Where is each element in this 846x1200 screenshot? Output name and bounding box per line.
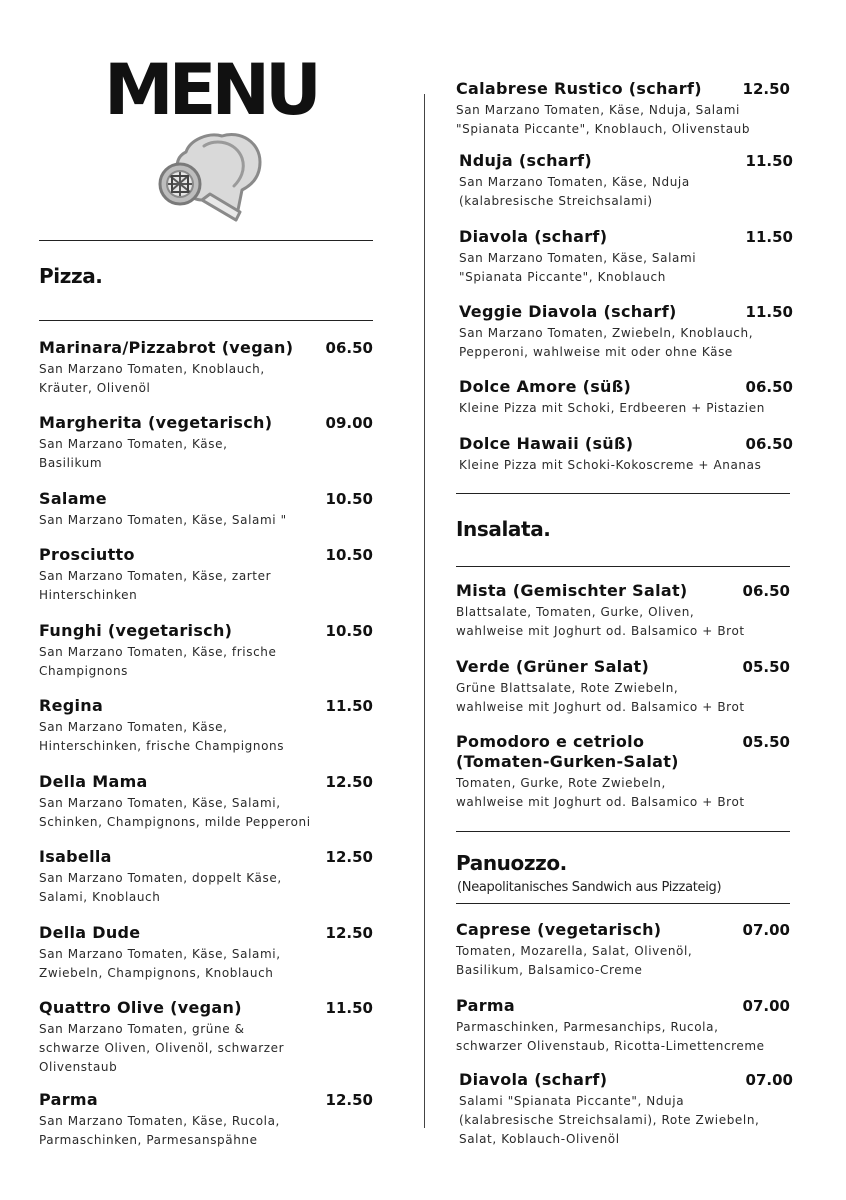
menu-item — [459, 302, 793, 362]
divider — [456, 493, 790, 494]
menu-item — [459, 434, 793, 475]
menu-item — [459, 227, 793, 287]
divider — [39, 320, 373, 321]
item-description: Salami "Spianata Piccante", Nduja (kalabresische Streichsalami), Rote Zwiebeln, Salat, Koblauch-Olivenöl — [459, 1094, 760, 1146]
menu-item — [459, 151, 793, 211]
section-title-insalata: Insalata. — [456, 517, 551, 541]
item-description: San Marzano Tomaten, Käse, Salami " — [39, 513, 287, 527]
item-description: San Marzano Tomaten, grüne & schwarze Oliven, Olivenöl, schwarzer Olivenstaub — [39, 1022, 285, 1074]
menu-item — [456, 657, 790, 717]
item-price: 07.00 — [742, 997, 790, 1015]
item-price: 11.50 — [325, 697, 373, 715]
menu-item — [39, 998, 373, 1077]
item-name: Prosciutto — [39, 545, 135, 564]
item-price: 06.50 — [745, 435, 793, 453]
item-name: Nduja (scharf) — [459, 151, 592, 170]
item-description: San Marzano Tomaten, Käse, frische Champignons — [39, 645, 277, 678]
section-title-pizza: Pizza. — [39, 264, 103, 288]
item-description: Kleine Pizza mit Schoki, Erdbeeren + Pistazien — [459, 401, 765, 415]
item-name: Parma — [39, 1090, 98, 1109]
item-name: Diavola (scharf) — [459, 1070, 608, 1089]
menu-item — [39, 847, 373, 907]
item-price: 11.50 — [325, 999, 373, 1017]
item-price: 06.50 — [325, 339, 373, 357]
item-name: Dolce Hawaii (süß) — [459, 434, 634, 453]
item-description: Blattsalate, Tomaten, Gurke, Oliven, wahlweise mit Joghurt od. Balsamico + Brot — [456, 605, 745, 638]
item-description: San Marzano Tomaten, Käse, Salami "Spianata Piccante", Knoblauch — [459, 251, 697, 284]
item-price: 12.50 — [325, 848, 373, 866]
item-name: Parma — [456, 996, 515, 1015]
item-name: Calabrese Rustico (scharf) — [456, 79, 702, 98]
item-description: San Marzano Tomaten, Käse, Salami, Schinken, Champignons, milde Pepperoni — [39, 796, 311, 829]
item-description: San Marzano Tomaten, Käse, Nduja (kalabresische Streichsalami) — [459, 175, 690, 208]
item-price: 11.50 — [745, 152, 793, 170]
item-price: 06.50 — [745, 378, 793, 396]
item-description: Parmaschinken, Parmesanchips, Rucola, schwarzer Olivenstaub, Ricotta-Limettencreme — [456, 1020, 765, 1053]
menu-item — [39, 545, 373, 605]
column-divider — [424, 94, 425, 1128]
item-price: 07.00 — [742, 921, 790, 939]
menu-item — [39, 1090, 373, 1150]
item-name: Quattro Olive (vegan) — [39, 998, 242, 1017]
menu-item — [39, 621, 373, 681]
item-price: 10.50 — [325, 546, 373, 564]
item-name: Isabella — [39, 847, 112, 866]
item-name: Pomodoro e cetriolo (Tomaten-Gurken-Salat) — [456, 732, 679, 771]
item-price: 11.50 — [745, 303, 793, 321]
item-name: Della Mama — [39, 772, 148, 791]
divider — [456, 903, 790, 904]
item-description: Grüne Blattsalate, Rote Zwiebeln, wahlweise mit Joghurt od. Balsamico + Brot — [456, 681, 745, 714]
item-name: Margherita (vegetarisch) — [39, 413, 273, 432]
divider — [456, 566, 790, 567]
menu-item — [459, 1070, 793, 1149]
item-description: San Marzano Tomaten, Käse, Salami, Zwiebeln, Champignons, Knoblauch — [39, 947, 281, 980]
menu-item — [39, 772, 373, 832]
item-price: 10.50 — [325, 622, 373, 640]
item-price: 05.50 — [742, 733, 790, 751]
menu-item — [39, 338, 373, 398]
menu-item — [39, 413, 373, 473]
item-price: 12.50 — [742, 80, 790, 98]
item-name: Regina — [39, 696, 104, 715]
menu-item — [456, 996, 790, 1056]
item-name: Dolce Amore (süß) — [459, 377, 632, 396]
item-description: San Marzano Tomaten, Käse, Nduja, Salami "Spianata Piccante", Knoblauch, Olivenstaub — [456, 103, 751, 136]
divider — [456, 831, 790, 832]
section-subtitle-panuozzo: (Neapolitanisches Sandwich aus Pizzateig) — [457, 880, 722, 895]
item-description: Tomaten, Gurke, Rote Zwiebeln, wahlweise mit Joghurt od. Balsamico + Brot — [456, 776, 745, 809]
item-name: Funghi (vegetarisch) — [39, 621, 233, 640]
item-price: 11.50 — [745, 228, 793, 246]
item-price: 07.00 — [745, 1071, 793, 1089]
item-name: Diavola (scharf) — [459, 227, 608, 246]
menu-item — [459, 377, 793, 418]
item-price: 09.00 — [325, 414, 373, 432]
item-description: San Marzano Tomaten, Knoblauch, Kräuter, Olivenöl — [39, 362, 265, 395]
item-price: 05.50 — [742, 658, 790, 676]
item-description: San Marzano Tomaten, Käse, Rucola, Parmaschinken, Parmesanspähne — [39, 1114, 280, 1147]
menu-item — [39, 489, 373, 530]
menu-item — [39, 696, 373, 756]
item-description: San Marzano Tomaten, Käse, Basilikum — [39, 437, 228, 470]
item-name: Marinara/Pizzabrot (vegan) — [39, 338, 294, 357]
item-name: Veggie Diavola (scharf) — [459, 302, 677, 321]
item-price: 06.50 — [742, 582, 790, 600]
divider — [39, 240, 373, 241]
item-price: 10.50 — [325, 490, 373, 508]
item-description: San Marzano Tomaten, doppelt Käse, Salami, Knoblauch — [39, 871, 282, 904]
menu-item — [456, 581, 790, 641]
item-name: Della Dude — [39, 923, 141, 942]
item-name: Mista (Gemischter Salat) — [456, 581, 688, 600]
chef-hat-icon — [152, 128, 264, 228]
page-title: MENU — [104, 49, 317, 131]
item-name: Verde (Grüner Salat) — [456, 657, 650, 676]
menu-item — [456, 920, 790, 980]
item-name: Caprese (vegetarisch) — [456, 920, 662, 939]
item-price: 12.50 — [325, 924, 373, 942]
menu-item — [456, 79, 790, 139]
item-description: Tomaten, Mozarella, Salat, Olivenöl, Basilikum, Balsamico-Creme — [456, 944, 693, 977]
item-name: Salame — [39, 489, 107, 508]
item-price: 12.50 — [325, 1091, 373, 1109]
item-description: San Marzano Tomaten, Käse, Hinterschinken, frische Champignons — [39, 720, 285, 753]
item-description: San Marzano Tomaten, Zwiebeln, Knoblauch, Pepperoni, wahlweise mit oder ohne Käse — [459, 326, 754, 359]
item-description: Kleine Pizza mit Schoki-Kokoscreme + Ananas — [459, 458, 762, 472]
menu-item — [456, 732, 790, 812]
menu-item — [39, 923, 373, 983]
item-description: San Marzano Tomaten, Käse, zarter Hinterschinken — [39, 569, 272, 602]
item-price: 12.50 — [325, 773, 373, 791]
section-title-panuozzo: Panuozzo. — [456, 851, 567, 875]
